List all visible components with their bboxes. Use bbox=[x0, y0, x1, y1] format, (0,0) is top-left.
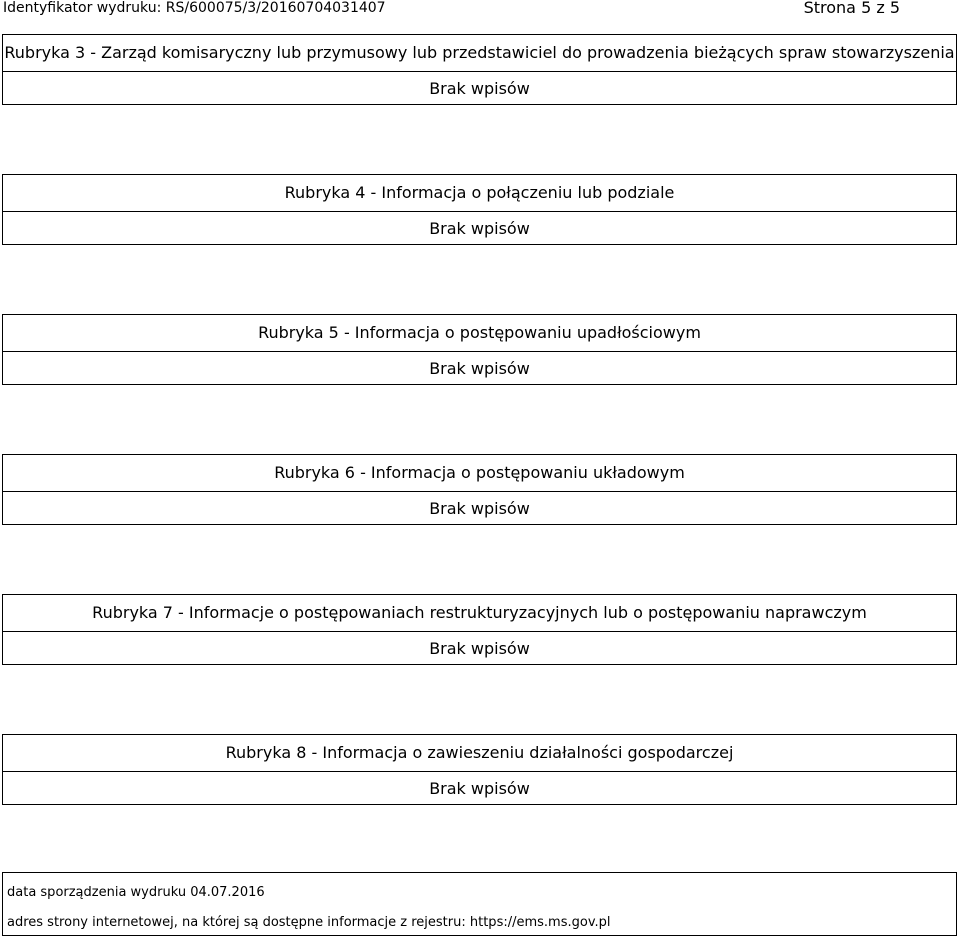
document-footer bbox=[2, 872, 957, 936]
section-rubryka-4 bbox=[2, 174, 957, 245]
section-rubryka-7 bbox=[2, 594, 957, 665]
section-value: Brak wpisów bbox=[429, 219, 530, 238]
section-title: Rubryka 7 - Informacje o postępowaniach restrukturyzacyjnych lub o postępowaniu naprawczym bbox=[3, 595, 956, 632]
section-title: Rubryka 8 - Informacja o zawieszeniu działalności gospodarczej bbox=[3, 735, 956, 772]
section-rubryka-5 bbox=[2, 314, 957, 385]
section-value: Brak wpisów bbox=[429, 779, 530, 798]
section-rubryka-6 bbox=[2, 454, 957, 525]
section-value: Brak wpisów bbox=[429, 499, 530, 518]
page-number: Strona 5 z 5 bbox=[803, 0, 900, 17]
section-rubryka-3 bbox=[2, 34, 957, 105]
section-title: Rubryka 4 - Informacja o połączeniu lub podziale bbox=[3, 175, 956, 212]
registry-website: adres strony internetowej, na której są dostępne informacje z rejestru: https://ems.ms.gov.pl bbox=[7, 915, 611, 930]
section-title: Rubryka 3 - Zarząd komisaryczny lub przymusowy lub przedstawiciel do prowadzenia bieżących spraw stowarzyszenia bbox=[3, 35, 956, 72]
section-rubryka-8 bbox=[2, 734, 957, 805]
section-title: Rubryka 5 - Informacja o postępowaniu upadłościowym bbox=[3, 315, 956, 352]
section-value: Brak wpisów bbox=[429, 639, 530, 658]
print-date: data sporządzenia wydruku 04.07.2016 bbox=[7, 885, 265, 900]
print-identifier: Identyfikator wydruku: RS/600075/3/20160704031407 bbox=[3, 0, 386, 16]
section-value: Brak wpisów bbox=[429, 359, 530, 378]
section-title: Rubryka 6 - Informacja o postępowaniu układowym bbox=[3, 455, 956, 492]
section-value: Brak wpisów bbox=[429, 79, 530, 98]
